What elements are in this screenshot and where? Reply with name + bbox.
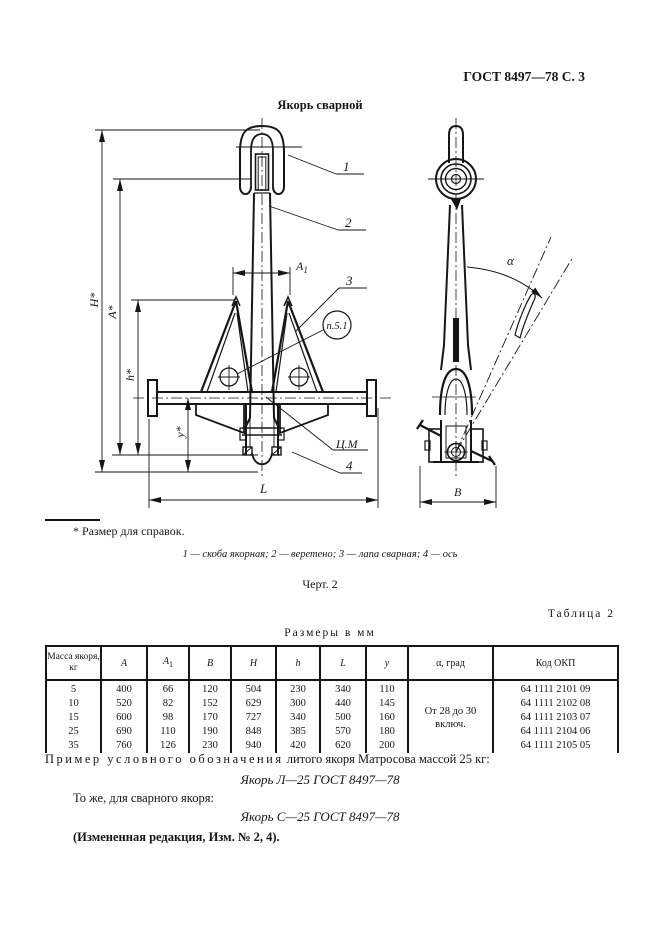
side-view [417,118,573,508]
cell-A1: 110 [147,725,189,739]
footnote-rule [45,519,100,521]
dim-label-L: L [260,481,268,496]
cell-h: 420 [276,739,320,753]
footnote: * Размер для справок. [73,524,185,538]
col-header-alpha: α, град [408,646,493,680]
dimensions-table [45,645,619,753]
anchor-shackle [236,126,302,194]
designation-welded: Якорь С—25 ГОСТ 8497—78 [240,809,400,824]
cell-h: 385 [276,725,320,739]
cell-h: 300 [276,697,320,711]
cell-mass: 15 [46,711,101,725]
table-row [46,739,618,753]
cell-A1: 82 [147,697,189,711]
cell-mass: 35 [46,739,101,753]
cell-h: 340 [276,711,320,725]
cell-mass: 5 [46,680,101,697]
cell-okp: 64 1111 2103 07 [493,711,618,725]
cell-A1: 66 [147,680,189,697]
center-of-mass-label: Ц.М [336,437,358,451]
page-header: ГОСТ 8497—78 С. 3 [463,69,585,84]
anchor-stock [133,380,394,416]
cell-A1: 98 [147,711,189,725]
drawing-labels [87,159,515,499]
callout-p51: п.5.1 [326,321,348,332]
col-header-mass: Масса якоря, кг [46,646,101,680]
cell-L: 570 [320,725,366,739]
cell-B: 152 [189,697,231,711]
cell-okp: 64 1111 2101 09 [493,680,618,697]
example-rest-text: литого якоря Матросова массой 25 кг: [283,752,490,766]
dim-label-B: B [454,485,462,499]
cell-A: 600 [101,711,147,725]
dim-label-H: H* [87,292,101,308]
weld-symbols [218,365,310,390]
units-note: Размеры в мм [284,627,376,639]
cell-H: 848 [231,725,276,739]
table-row [46,697,618,711]
cell-A1: 126 [147,739,189,753]
front-dimension-lines [95,130,378,508]
part-label-4: 4 [346,458,353,473]
cell-okp: 64 1111 2105 05 [493,739,618,753]
side-fluke [432,318,476,415]
col-header-A: A [101,646,147,680]
col-header-okp: Код ОКП [493,646,618,680]
cell-L: 500 [320,711,366,725]
cell-H: 940 [231,739,276,753]
cell-mass: 10 [46,697,101,711]
col-header-A1: $A_1$ [147,646,189,680]
col-header-y: y [366,646,408,680]
cell-y: 180 [366,725,408,739]
table-row [46,680,618,697]
figure-caption: Черт. 2 [302,577,338,591]
cell-B: 170 [189,711,231,725]
table-label: Таблица 2 [547,608,615,620]
cell-A: 690 [101,725,147,739]
cell-A: 400 [101,680,147,697]
table-row [46,711,618,725]
cell-y: 110 [366,680,408,697]
dim-label-A1: $A_1$ [296,259,308,275]
cell-H: 504 [231,680,276,697]
cell-y: 200 [366,739,408,753]
drawing-title: Якорь сварной [277,98,363,112]
table-header-row [46,646,618,680]
dim-label-y: y* [173,426,187,438]
part-label-1: 1 [343,159,350,174]
fluke-swing-lines [456,237,573,452]
example-spaced-text: Пример условного обозначения [45,752,284,766]
cell-mass: 25 [46,725,101,739]
same-for-welded: То же, для сварного якоря: [73,791,214,805]
col-header-h: h [276,646,320,680]
example-paragraph [45,752,617,767]
parts-legend: 1 — скоба якорная; 2 — веретено; 3 — лапа сварная; 4 — ось [182,549,458,560]
col-header-H: H [231,646,276,680]
cell-H: 629 [231,697,276,711]
cell-okp: 64 1111 2102 08 [493,697,618,711]
cell-okp: 64 1111 2104 06 [493,725,618,739]
part-label-2: 2 [345,215,352,230]
dim-label-A: A* [105,305,119,319]
cell-B: 120 [189,680,231,697]
cell-L: 620 [320,739,366,753]
cell-H: 727 [231,711,276,725]
leader-lines [237,155,368,473]
cell-A: 760 [101,739,147,753]
col-header-L: L [320,646,366,680]
cell-y: 160 [366,711,408,725]
cell-y: 145 [366,697,408,711]
cell-A: 520 [101,697,147,711]
col-header-B: B [189,646,231,680]
cell-B: 230 [189,739,231,753]
cell-B: 190 [189,725,231,739]
part-label-3: 3 [346,273,353,288]
amendment-note: (Измененная редакция, Изм. № 2, 4). [73,830,280,844]
designation-cast: Якорь Л—25 ГОСТ 8497—78 [240,772,400,787]
cell-alpha-range: От 28 до 30 включ. [408,680,493,753]
cell-L: 440 [320,697,366,711]
cell-L: 340 [320,680,366,697]
dim-label-h: h* [123,369,137,381]
angle-label-alpha: α [507,253,514,268]
table-row [46,725,618,739]
cell-h: 230 [276,680,320,697]
